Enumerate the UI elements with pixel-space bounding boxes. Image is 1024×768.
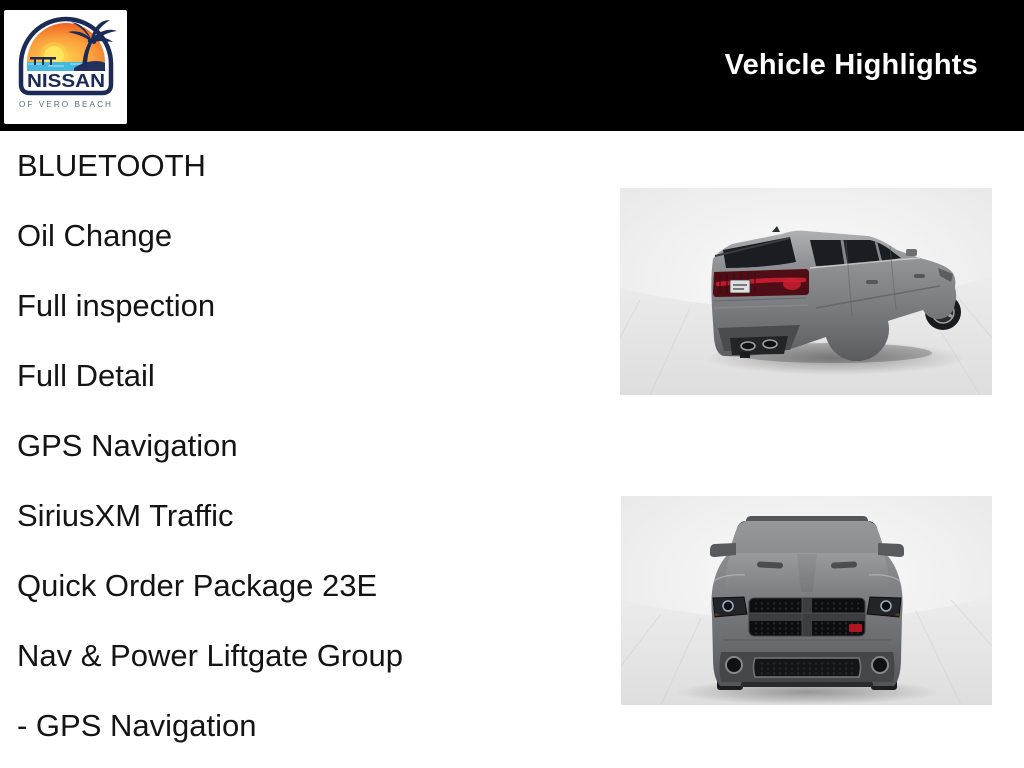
roof-sliver bbox=[746, 516, 868, 521]
fog-light-left bbox=[726, 657, 742, 673]
door-handle bbox=[866, 280, 878, 284]
fog-light-right bbox=[872, 657, 888, 673]
exhaust-tip-right bbox=[763, 340, 777, 348]
side-mirror-left bbox=[710, 543, 736, 557]
feature-item: Full Detail bbox=[17, 358, 155, 393]
feature-item: Nav & Power Liftgate Group bbox=[17, 638, 403, 673]
front-view-illustration bbox=[621, 496, 992, 705]
features-list bbox=[17, 131, 597, 761]
logo-brand-text: NISSAN bbox=[27, 71, 105, 91]
headlight-right bbox=[867, 597, 901, 617]
feature-item: SiriusXM Traffic bbox=[17, 498, 234, 533]
vehicle-photo-rear bbox=[620, 188, 992, 395]
feature-item: Quick Order Package 23E bbox=[17, 568, 378, 603]
logo-tagline-text: OF VERO BEACH bbox=[19, 100, 114, 109]
rt-badge bbox=[849, 624, 862, 632]
diffuser bbox=[730, 336, 788, 355]
side-mirror-right bbox=[878, 543, 904, 557]
side-mirror bbox=[906, 249, 917, 256]
page-title: Vehicle Highlights bbox=[724, 49, 978, 81]
headlight-left bbox=[713, 597, 747, 617]
feature-item: Oil Change bbox=[17, 218, 173, 253]
dealer-logo bbox=[4, 10, 127, 124]
crosshair-grille bbox=[749, 598, 865, 636]
license-plate bbox=[730, 280, 750, 293]
vehicle-photo-front bbox=[621, 496, 992, 705]
lower-fascia bbox=[720, 652, 895, 687]
chin-spoiler bbox=[741, 682, 873, 687]
dealer-logo-emblem bbox=[4, 10, 127, 124]
taillight-bar bbox=[713, 269, 809, 297]
feature-item: GPS Navigation bbox=[17, 428, 238, 463]
rear-view-illustration bbox=[620, 188, 992, 395]
header-bar bbox=[0, 0, 1024, 131]
feature-item: Full inspection bbox=[17, 288, 216, 323]
exhaust-tip-left bbox=[741, 342, 755, 350]
door-handle-front bbox=[914, 274, 925, 278]
feature-item: - GPS Navigation bbox=[17, 708, 257, 743]
trailer-hitch bbox=[740, 352, 750, 358]
feature-item: BLUETOOTH bbox=[17, 148, 206, 183]
